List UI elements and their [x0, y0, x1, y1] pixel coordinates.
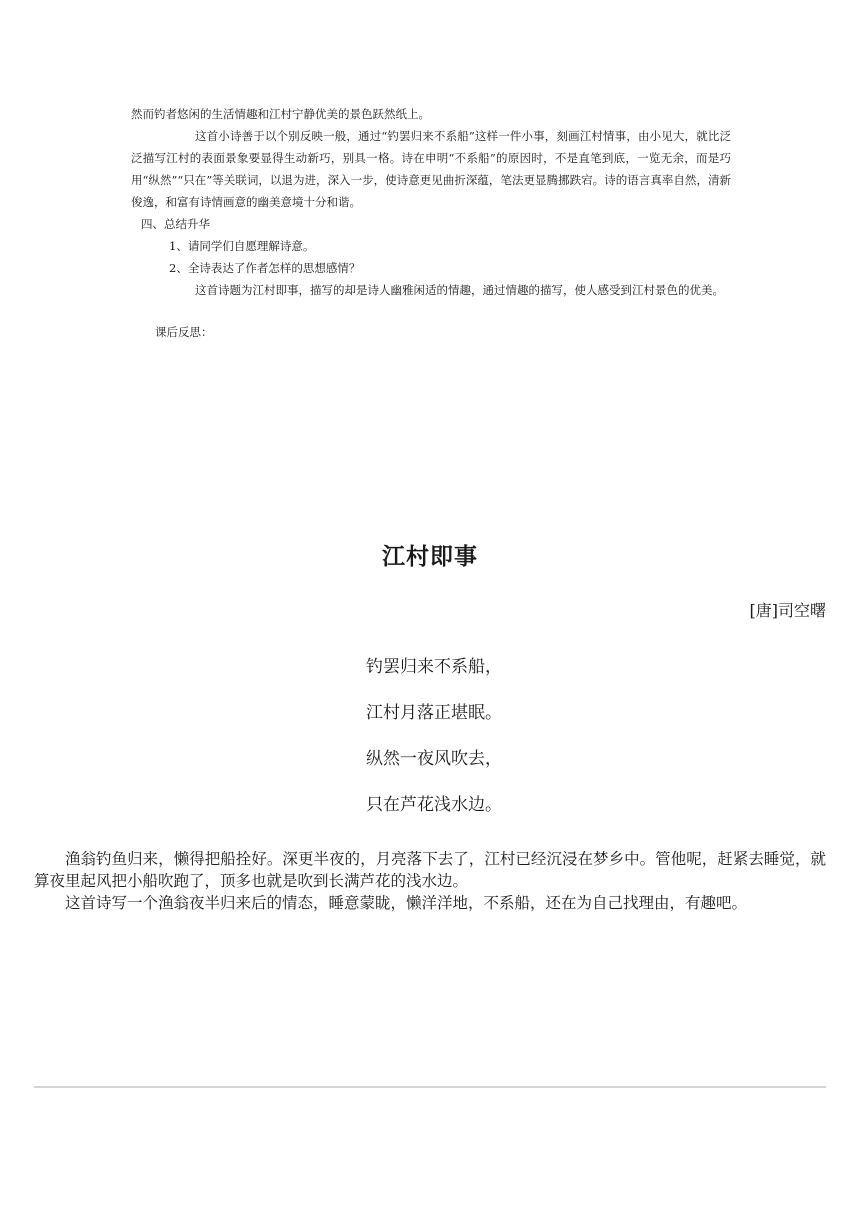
page-divider — [34, 1086, 826, 1088]
question-item-2: 2、全诗表达了作者怎样的思想感情？ — [169, 261, 361, 275]
notes-paragraph-analysis: 这首小诗善于以个别反映一般，通过“钓罢归来不系船”这样一件小事，刻画江村情事，由小见大，就比泛泛描写江村的表面景象要显得生动新巧，别具一格。诗在申明“不系船”的原因时，不是直笔到底，一览无余，而是巧用“纵然”“只在”等关联词，以退为进，深入一步，使诗意更见曲折深蕴，笔法更显腾挪跌宕。诗的语言真率自然，清新俊逸，和富有诗情画意的幽美意境十分和谐。 — [131, 129, 731, 209]
poem-body — [366, 654, 502, 838]
poem-line: 江村月落正堪眠。 — [366, 703, 502, 723]
poem-explanation — [34, 848, 826, 914]
poem-line: 钓罢归来不系船， — [366, 657, 502, 677]
section-heading-summary: 四、总结升华 — [141, 217, 210, 231]
lesson-notes — [131, 103, 731, 343]
notes-paragraph-intro: 然而钓者悠闲的生活情趣和江村宁静优美的景色跃然纸上。 — [131, 107, 430, 121]
explanation-paragraph-translation: 渔翁钓鱼归来，懒得把船拴好。深更半夜的，月亮落下去了，江村已经沉浸在梦乡中。管他呢，赶紧去睡觉，就算夜里起风把小船吹跑了，顶多也就是吹到长满芦花的浅水边。 — [34, 850, 826, 890]
poem-title: 江村即事 — [382, 544, 478, 570]
notes-paragraph-answer: 这首诗题为江村即事，描写的却是诗人幽雅闲适的情趣，通过情趣的描写，使人感受到江村景色的优美。 — [195, 283, 724, 297]
explanation-paragraph-comment: 这首诗写一个渔翁夜半归来后的情态，睡意蒙眬，懒洋洋地，不系船，还在为自己找理由，有趣吧。 — [65, 894, 748, 912]
spacer — [131, 301, 731, 321]
poem-line: 只在芦花浅水边。 — [366, 795, 502, 815]
reflection-label: 课后反思： — [155, 325, 213, 339]
poem-line: 纵然一夜风吹去， — [366, 749, 502, 769]
poem-author: [唐]司空曙 — [749, 601, 826, 620]
question-item-1: 1、请同学们自愿理解诗意。 — [169, 239, 315, 253]
